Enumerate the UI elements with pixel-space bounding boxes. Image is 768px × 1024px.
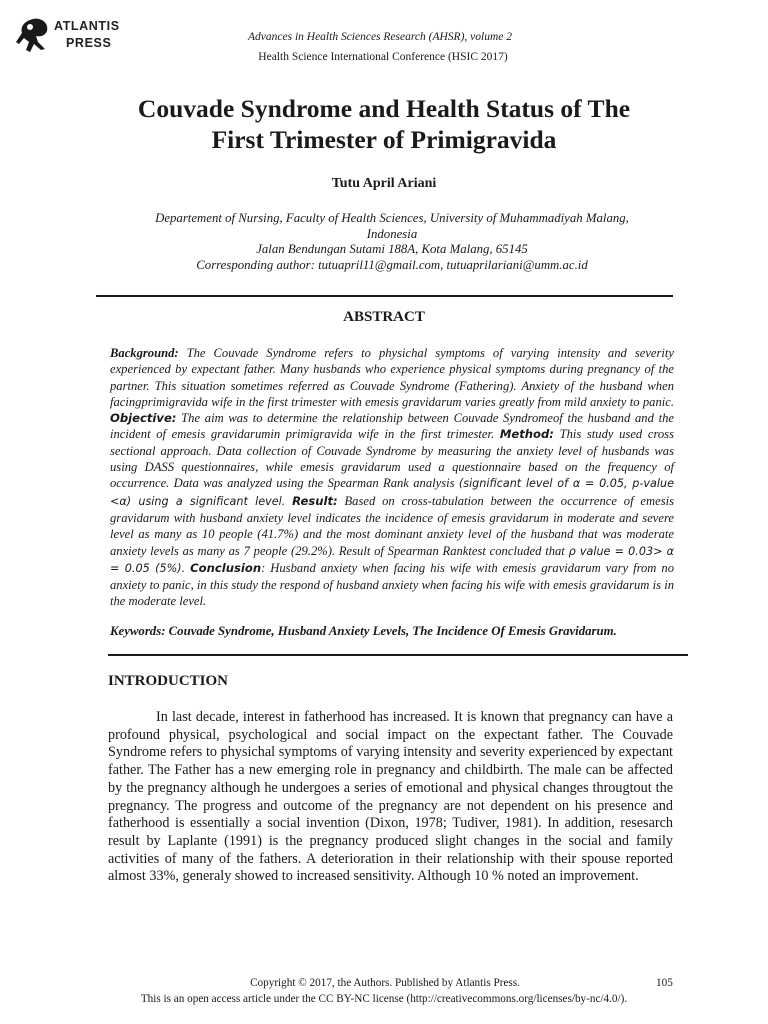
affiliation-line: Jalan Bendungan Sutami 188A, Kota Malang, 65145	[256, 242, 528, 256]
paper-title	[84, 93, 684, 155]
objective-label: Objective:	[110, 411, 177, 426]
background-label: Background:	[110, 346, 179, 360]
series-title: Advances in Health Sciences Research (AHSR), volume 2	[248, 31, 512, 43]
corresponding-author: Corresponding author: tutuapril11@gmail.com, tutuaprilariani@umm.ac.id	[196, 257, 588, 272]
introduction-heading: INTRODUCTION	[108, 673, 229, 689]
publisher-name-line2: PRESS	[66, 36, 112, 50]
background-text: The Couvade Syndrome refers to physichal symptoms of varying intensity and severity experienced by expectant father. Many husbands who experience physical symptoms during pregnancy of the partner. This situation sometimes referred as Couvade Syndrome (Fathering). Anxiety of the husband when facingprimigravida wife in the first trimester with emesis gravidarum varies greatly from mild anxiety to panic.	[110, 346, 674, 409]
objective-text: The aim was to determine the relationship between Couvade Syndromeof the husband and the incident of emesis gravidarumin primigravida wife in the first trimester.	[110, 411, 674, 442]
abstract-body	[110, 345, 674, 610]
abstract-heading: ABSTRACT	[343, 309, 425, 325]
conference-name: Health Science International Conference (HSIC 2017)	[258, 51, 508, 63]
affiliation-line: Indonesia	[366, 226, 418, 241]
introduction-paragraph: In last decade, interest in fatherhood has increased. It is known that pregnancy can have a profound physical, psychological and social impact on the expectant father. The Couvade Syndrome refers to physichal symptoms of varying intensity and severity experienced by expectant father. The Father has a new emerging role in pregnancy and childbirth. The male can be affected by the pregnancy although he undergoes a series of emotional and physical changes througtout the pregnancy. The progress and outcome of the pregnancy are not dependent on his presence and fatherhood is essentially a social invention (Dixon, 1978; Tudiver, 1981). In addition, resesarch result by Laplante (1991) is the pregnancy produced slight changes in the social and family activities of many of the fathers. A deterioration in their relationship with their spouse reported almost 33%, generaly showed to increased sensitivity. Although 10 % noted an improvement.	[108, 709, 673, 885]
method-text: This study used cross sectional approach. Data collection of Couvade Syndrome by measuring the anxiety level of husbands was using DASS questionnaires, while emesis gravidarum used a questionnaire based on the frequency of occurrence. Data was analyzed using the Spearman Rank analysis	[110, 427, 674, 491]
atlas-figure-icon	[14, 16, 52, 58]
copyright-notice: Copyright © 2017, the Authors. Published by Atlantis Press.	[250, 977, 520, 989]
result-statistic: ρ value = 0.03> α = 0.05 (5%).	[110, 544, 675, 575]
result-text: Based on cross-tabulation between the occurrence of emesis gravidarum with husband anxiety level indicates the incidence of emesis gravidarum in moderate and severe level as many as 10 people (41.7%) and the most dominant anxiety level of the husband that was moderate anxiety levels as many as 7 people (29.2%). Result of Spearman Ranktest concluded that	[110, 493, 674, 558]
paper-title-line1: Couvade Syndrome and Health Status of The	[137, 94, 631, 123]
affiliation-line: Departement of Nursing, Faculty of Health Sciences, University of Muhammadiyah Malang,	[155, 211, 629, 225]
conclusion-text: : Husband anxiety when facing his wife with emesis gravidarum vary from no anxiety to panic, in this study the respond of husband anxiety when facing his wife with emesis gravidarum is in the moderate level.	[110, 560, 674, 609]
result-label: Result:	[292, 493, 338, 508]
publisher-logo	[14, 16, 124, 60]
page-number: 105	[656, 977, 673, 989]
divider	[108, 654, 688, 656]
introduction-body	[108, 709, 673, 886]
divider	[96, 295, 673, 297]
license-notice: This is an open access article under the CC BY-NC license (http://creativecommons.org/licenses/by-nc/4.0/).	[140, 993, 628, 1005]
method-label: Method:	[499, 427, 554, 442]
publisher-name-line1: ATLANTIS	[54, 19, 120, 33]
keywords: Keywords: Couvade Syndrome, Husband Anxiety Levels, The Incidence Of Emesis Gravidarum.	[110, 624, 617, 638]
method-significance: (significant level of α = 0.05, p-value <α) using a significant level.	[110, 477, 674, 508]
paper-title-line2: First Trimester of Primigravida	[211, 125, 557, 154]
affiliation-block	[100, 211, 684, 273]
conclusion-label: Conclusion	[190, 560, 262, 575]
author-name: Tutu April Ariani	[331, 176, 437, 191]
